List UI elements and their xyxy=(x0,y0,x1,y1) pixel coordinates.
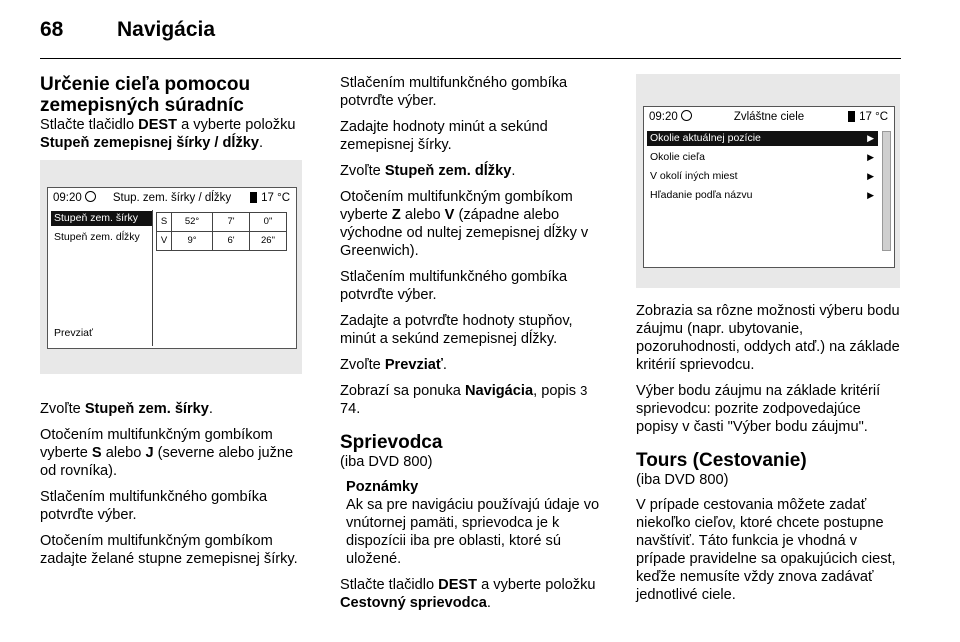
page-title: Navigácia xyxy=(117,18,216,41)
paragraph: Stlačte tlačidlo DEST a vyberte položku Cestovný sprievodca. xyxy=(340,577,596,611)
section-heading-coordinates: Určenie cieľa pomocou zemepisných súradníc xyxy=(40,74,251,116)
section-heading-tours: Tours (Cestovanie) xyxy=(636,450,807,471)
menu-item-longitude[interactable]: Stupeň zem. dĺžky xyxy=(54,231,140,243)
paragraph: Stlačením multifunkčného gombíka potvrďte výber. xyxy=(340,269,568,303)
note-box xyxy=(346,478,606,568)
paragraph: Zvoľte Stupeň zem. dĺžky. xyxy=(340,163,516,179)
table-row: S 52° 7' 0" xyxy=(157,213,287,232)
paragraph: Výber bodu záujmu na základe kritérií sprievodcu: pozrite zodpovedajúce popisy v časti "Výber bodu záujmu". xyxy=(636,383,881,435)
accept-button[interactable]: Prevziať xyxy=(54,327,93,339)
coordinates-screen xyxy=(47,187,297,349)
chevron-right-icon: ▶ xyxy=(867,171,874,181)
poi-screen-figure xyxy=(636,74,900,288)
coordinates-screen-figure xyxy=(40,160,302,374)
chevron-right-icon: ▶ xyxy=(867,190,874,200)
menu-item-latitude[interactable]: Stupeň zem. šírky xyxy=(51,211,152,226)
menu-item-other-cities[interactable]: V okolí iných miest ▶ xyxy=(650,170,874,182)
paragraph: Zobrazí sa ponuka Navigácia, popis 3 74. xyxy=(340,383,588,417)
column-2 xyxy=(340,74,606,620)
poi-screen xyxy=(643,106,895,268)
paragraph: Zadajte a potvrďte hodnoty stupňov, minút a sekúnd zemepisnej dĺžky. xyxy=(340,313,573,347)
paragraph: Zadajte hodnoty minút a sekúnd zemepisnej šírky. xyxy=(340,119,548,153)
section-heading-guide: Sprievodca xyxy=(340,432,443,453)
paragraph: Stlačením multifunkčného gombíka potvrďte výber. xyxy=(340,75,568,109)
menu-item-destination-area[interactable]: Okolie cieľa ▶ xyxy=(650,151,874,163)
page-ref-arrow-icon: 3 xyxy=(580,383,588,398)
screen-title: Zvláštne ciele xyxy=(733,111,805,123)
paragraph: V prípade cestovania môžete zadať niekoľko cieľov, ktoré chcete postupne navštíviť. Táto funkcia je vhodná v prípade pravidelne sa opakujúcich ciest, keďže nemusíte vždy znova zadávať jednotlivé ciele. xyxy=(636,497,896,603)
paragraph: Otočením multifunkčným gombíkom zadajte želané stupne zemepisnej šírky. xyxy=(40,533,298,567)
paragraph: Zobrazia sa rôzne možnosti výberu bodu záujmu (napr. ubytovanie, pozoruhodnosti, oddych atď.) na základe kritérií sprievodcu. xyxy=(636,303,900,373)
status-bar: 09:20 Stup. zem. šírky / dĺžky 17 °C xyxy=(48,188,296,208)
column-1 xyxy=(40,74,302,576)
menu-item-current-position[interactable]: Okolie aktuálnej pozície ▶ xyxy=(647,131,878,146)
paragraph: Stlačením multifunkčného gombíka potvrďte výber. xyxy=(40,489,268,523)
header-divider xyxy=(40,58,901,59)
section-subtitle: (iba DVD 800) xyxy=(636,472,729,488)
paragraph: Stlačte tlačidlo DEST a vyberte položku Stupeň zemepisnej šírky / dĺžky. xyxy=(40,117,296,151)
menu-item-search-by-name[interactable]: Hľadanie podľa názvu ▶ xyxy=(650,189,874,201)
paragraph: Otočením multifunkčným gombíkom vyberte Z alebo V (západne alebo východne od nultej zemepisnej dĺžky v Greenwich). xyxy=(340,189,589,259)
paragraph: Zvoľte Prevziať. xyxy=(340,357,447,373)
note-title: Poznámky xyxy=(346,479,419,495)
column-3 xyxy=(636,74,904,612)
note-text: Ak sa pre navigáciu používajú údaje vo vnútornej pamäti, sprievodca je k dispozícii iba pre oblasti, ktoré sú uložené. xyxy=(346,497,600,567)
phone-icon xyxy=(848,111,855,122)
chevron-right-icon: ▶ xyxy=(867,133,874,143)
phone-icon xyxy=(250,192,257,203)
chevron-right-icon: ▶ xyxy=(867,152,874,162)
scrollbar[interactable] xyxy=(882,131,891,251)
screen-divider xyxy=(152,210,153,346)
coordinates-table xyxy=(156,212,287,251)
page-number: 68 xyxy=(40,18,64,41)
section-subtitle: (iba DVD 800) xyxy=(340,454,433,470)
table-row: V 9° 6' 26" xyxy=(157,232,287,251)
paragraph: Zvoľte Stupeň zem. šírky. xyxy=(40,401,213,417)
status-bar: 09:20 Zvláštne ciele 17 °C xyxy=(644,107,894,127)
screen-title: Stup. zem. šírky / dĺžky xyxy=(112,192,232,204)
paragraph: Otočením multifunkčným gombíkom vyberte S alebo J (severne alebo južne od rovníka). xyxy=(40,427,294,479)
